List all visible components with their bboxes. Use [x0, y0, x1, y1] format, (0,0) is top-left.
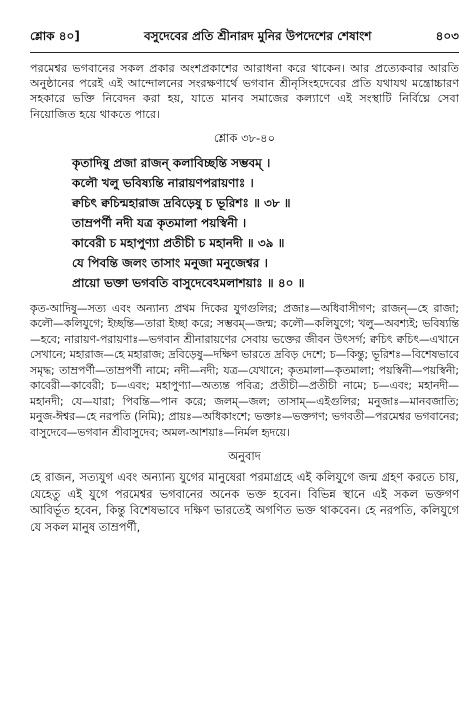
- verse-line: প্রায়ো ভক্তা ভগবতি বাসুদেবেঽমলাশয়াঃ ॥ ৪০ ॥: [72, 275, 305, 290]
- header-verse-ref: শ্লোক ৪০]: [30, 29, 80, 43]
- verse-line: যে পিবন্তি জলং তাসাং মনুজা মনুজেশ্বর ।: [72, 255, 268, 270]
- verse-line: কৃতাদিষু প্রজা রাজন্ কলাবিচ্ছন্তি সম্ভবম্ ।: [72, 155, 271, 170]
- header-chapter-title: বসুদেবের প্রতি শ্রীনারদ মুনির উপদেশের শেষাংশ: [143, 29, 372, 43]
- translation-text: হে রাজন, সত্যযুগ এবং অন্যান্য যুগের মানুষেরা পরমাগ্রহে এই কলিযুগে জন্ম গ্রহণ করতে চায়, যেহেতু এই যুগে পরমেশ্বর ভগবানের অনেক ভক্ত হবেন। বিভিন্ন স্থানে এই সকল ভক্তগণ আবির্ভূত হবেন, কিন্তু বিশেষভাবে দক্ষিণ ভারতেই অগণিত ভক্ত থাকবেন। হে নরপতি, কলিযুগে যে সকল মানুষ তাম্রপর্ণী,: [30, 470, 459, 534]
- verse-line: তাম্রপর্ণী নদী যত্র কৃতমালা পয়স্বিনী ।: [72, 215, 247, 230]
- translation-heading: অনুবাদ: [228, 449, 261, 464]
- word-synonyms: কৃত-আদিষু—সত্য এবং অন্যান্য প্রথম দিকের যুগগুলির; প্রজাঃ—অধিবাসীগণ; রাজন্—হে রাজা; কলৌ—কলিযুগে; ইচ্ছন্তি—তারা ইচ্ছা করে; সম্ভবম্—জন্ম; কলৌ—কলিযুগে; খলু—অবশ্যই; ভবিষ্যন্তি—হবে; নারায়ণ-পরায়ণাঃ—ভগবান শ্রীনারায়ণের সেবায় ভক্তের জীবন উৎসর্গ; ক্বচিৎ ক্বচিৎ—এখানে সেখানে; মহারাজ—হে মহারাজ; দ্রবিড়েষু—দক্ষিণ ভারতে দ্রবিড় দেশে; চ—কিন্তু; ভূরিশঃ—বিশেষভাবে সমৃদ্ধ; তাম্রপর্ণী—তাম্রপর্ণী নামে; নদী—নদী; যত্র—যেখানে; কৃতমালা—কৃতমালা; পয়স্বিনী—পয়স্বিনী; কাবেরী—কাবেরী; চ—এবং; মহাপুণ্যা—অত্যন্ত পবিত্র; প্রতীচী—প্রতীচী নামে; চ—এবং; মহানদী—মহানদী; যে—যারা; পিবন্তি—পান করে; জলম্—জল; তাসাম্—এইগুলির; মনুজাঃ—মানবজাতি; মনুজ-ঈশ্বর—হে নরপতি (নিমি); প্রায়ঃ—অধিকাংশে; ভক্তাঃ—ভক্তগণ; ভগবতী—পরমেশ্বর ভগবানের; বাসুদেবে—ভগবান শ্রীবাসুদেব; অমল-আশয়াঃ—নির্মল হৃদয়ে।: [30, 301, 459, 439]
- purport-paragraph: পরমেশ্বর ভগবানের সকল প্রকার অংশপ্রকাশের আরাধনা করে থাকেন। আর প্রত্যেকবার আরতি অনুষ্ঠানের পরেই এই আন্দোলনের সংরক্ষণার্থে ভগবান শ্রীনৃসিংহদেবের প্রতি যথাযথ মন্ত্রোচ্চারণ সহকারে ভক্তি নিবেদন করা হয়, যাতে মানব সমাজের কল্যাণে এই সংস্থাটি নির্বিঘ্নে সেবা নিয়োজিত হয়ে থাকতে পারে।: [30, 62, 459, 121]
- verse-line: কলৌ খলু ভবিষ্যন্তি নারায়ণপরায়ণাঃ ।: [72, 175, 254, 190]
- verse-line: ক্বচিৎ ক্বচিন্মহারাজ দ্রবিড়েষু চ ভূরিশঃ ॥ ৩৮ ॥: [72, 195, 291, 210]
- verse-heading: শ্লোক ৩৮-৪০: [213, 130, 276, 145]
- verse-line: কাবেরী চ মহাপুণ্যা প্রতীচী চ মহানদী ॥ ৩৯ ॥: [72, 235, 285, 250]
- running-header: [30, 28, 459, 53]
- page-number: ৪০৩: [435, 29, 459, 43]
- sanskrit-verse: [30, 153, 459, 293]
